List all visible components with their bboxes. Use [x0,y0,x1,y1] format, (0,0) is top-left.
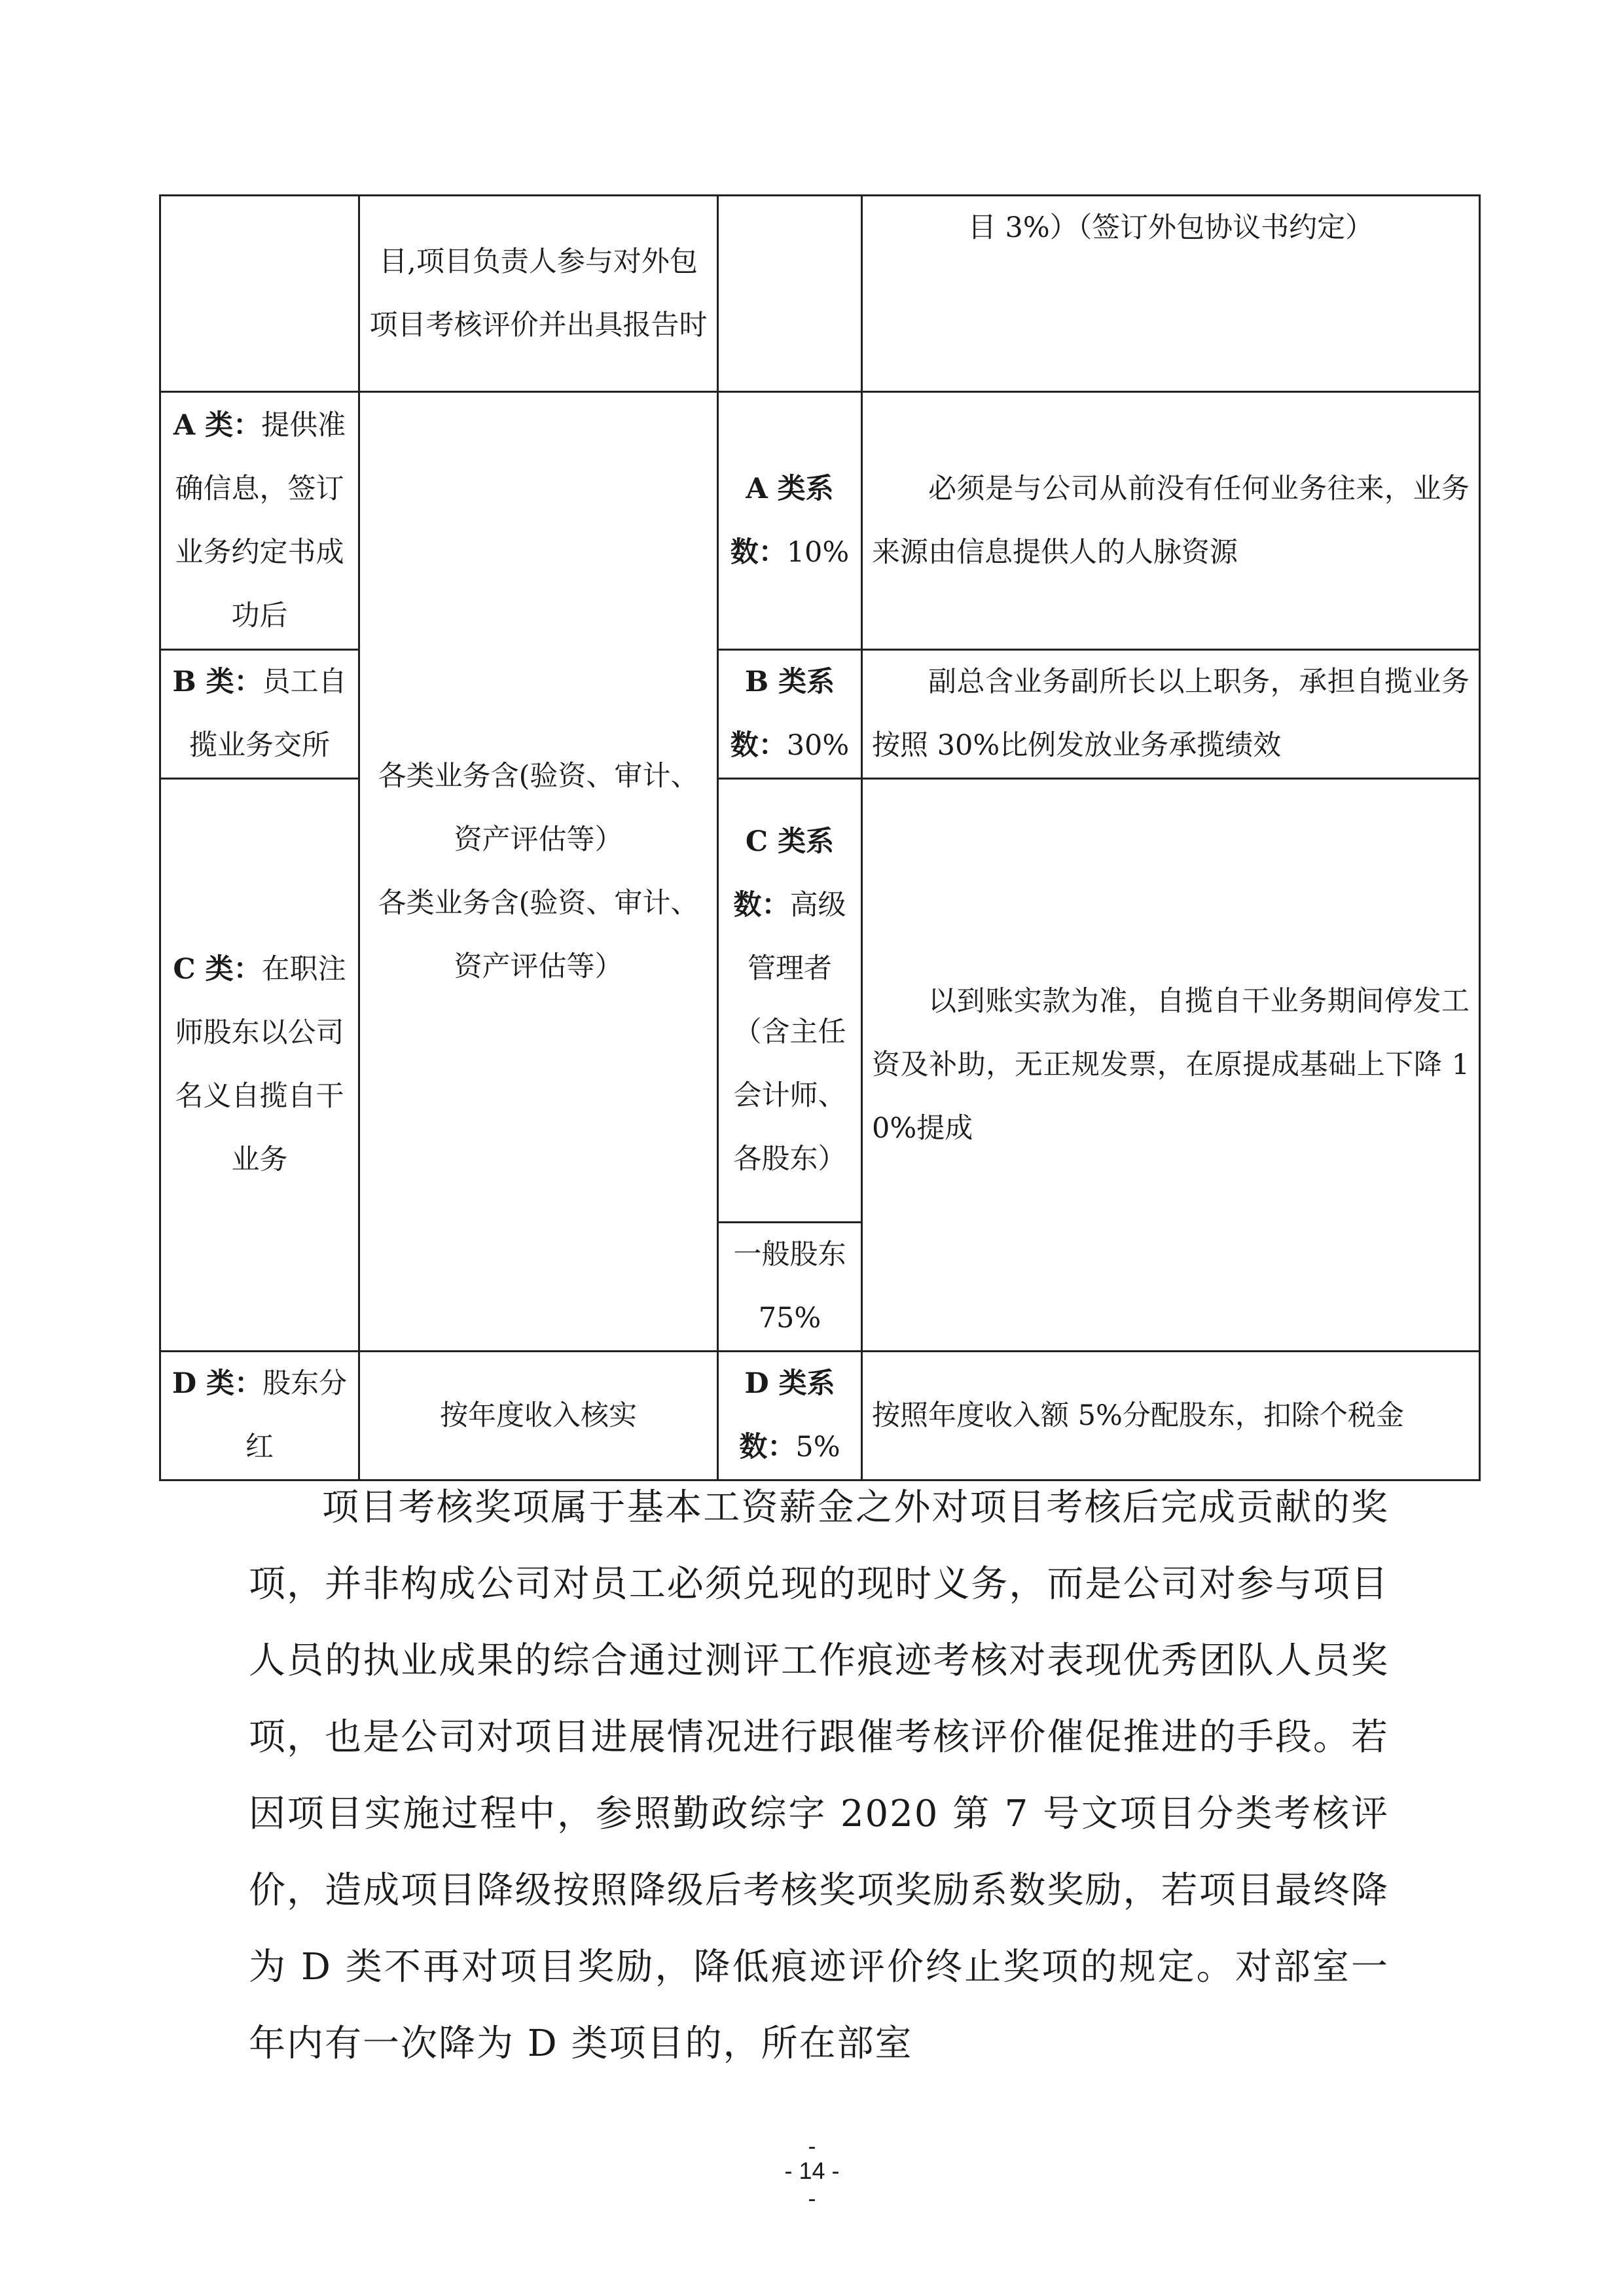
page-number: - 14 - [784,2157,840,2184]
category-d-cell [160,1352,359,1480]
business-scope-cell [359,392,718,1352]
category-b-text: 员工自揽业务交所 [189,666,347,762]
category-a-coef-value: 10% [786,535,850,569]
category-c-coef2-cell: 一般股东 75% [718,1223,862,1352]
category-a-cell [160,392,359,650]
category-d-desc: 按照年度收入额 5%分配股东，扣除个税金 [862,1352,1480,1480]
body-paragraph: 项目考核奖项属于基本工资薪金之外对项目考核后完成贡献的奖项，并非构成公司对员工必须兑现的现时义务，而是公司对参与项目人员的执业成果的综合通过测评工作痕迹考核对表现优秀团队人员奖项，也是公司对项目进展情况进行跟催考核评价催促推进的手段。若因项目实施过程中，参照勤政综字 2020 第 7 号文项目分类考核评价，造成项目降级按照降级后考核奖项奖励系数奖励，若项目最终降为 D 类不再对项目奖励，降低痕迹评价终止奖项的规定。对部室一年内有一次降为 D 类项目的，所在部室 [249,1486,1389,2065]
category-a-coef-cell [718,392,862,650]
category-c-coef-label: C 类系数： [733,825,835,922]
category-d-coef-label: D 类系数： [739,1367,835,1463]
business-scope-line-2: 各类业务含(验资、审计、资产评估等） [378,886,699,983]
table-row [160,196,1480,392]
footer-dash-bottom: - [808,2185,816,2212]
category-d-text: 股东分红 [245,1367,348,1463]
category-a-coef-label: A 类系数： [730,472,834,569]
category-a-label: A 类： [173,408,262,442]
category-d-coef-value: 5% [795,1431,840,1463]
table-row [160,1352,1480,1480]
category-c-coef-value: 高级管理者（含主任会计师、各股东） [733,888,846,1175]
table-cell-empty [160,196,359,392]
category-b-coef-value: 30% [786,729,850,762]
category-b-label: B 类： [172,666,262,698]
category-c-text: 在职注师股东以公司名义自揽自干业务 [175,953,346,1176]
category-b-desc: 副总含业务副所长以上职务，承担自揽业务按照 30%比例发放业务承揽绩效 [862,650,1480,779]
business-scope-line-1: 各类业务含(验资、审计、资产评估等） [378,759,699,856]
category-b-cell [160,650,359,779]
table-row [160,392,1480,650]
category-a-text: 提供准确信息，签订业务约定书成功后 [175,408,346,632]
category-d-label: D 类： [171,1367,263,1400]
footer-dash-top: - [808,2132,816,2159]
category-d-scope: 按年度收入核实 [359,1352,718,1480]
table-cell-scope-cont: 目,项目负责人参与对外包项目考核评价并出具报告时 [359,196,718,392]
category-c-coef-cell [718,779,862,1223]
category-b-coef-cell [718,650,862,779]
table-row [160,779,1480,1223]
category-c-desc: 以到账实款为准，自揽自干业务期间停发工资及补助，无正规发票，在原提成基础上下降 10%提成 [862,779,1480,1352]
table-cell-empty [718,196,862,392]
category-d-coef-cell [718,1352,862,1480]
category-b-coef-label: B 类系数： [730,666,835,762]
category-a-desc: 必须是与公司从前没有任何业务往来，业务来源由信息提供人的人脉资源 [862,392,1480,650]
category-c-cell [160,779,359,1352]
table-row [160,650,1480,779]
table-cell-desc-cont: 目 3%）（签订外包协议书约定） [862,196,1480,392]
incentive-table [159,194,1481,1481]
category-c-label: C 类： [173,953,262,986]
